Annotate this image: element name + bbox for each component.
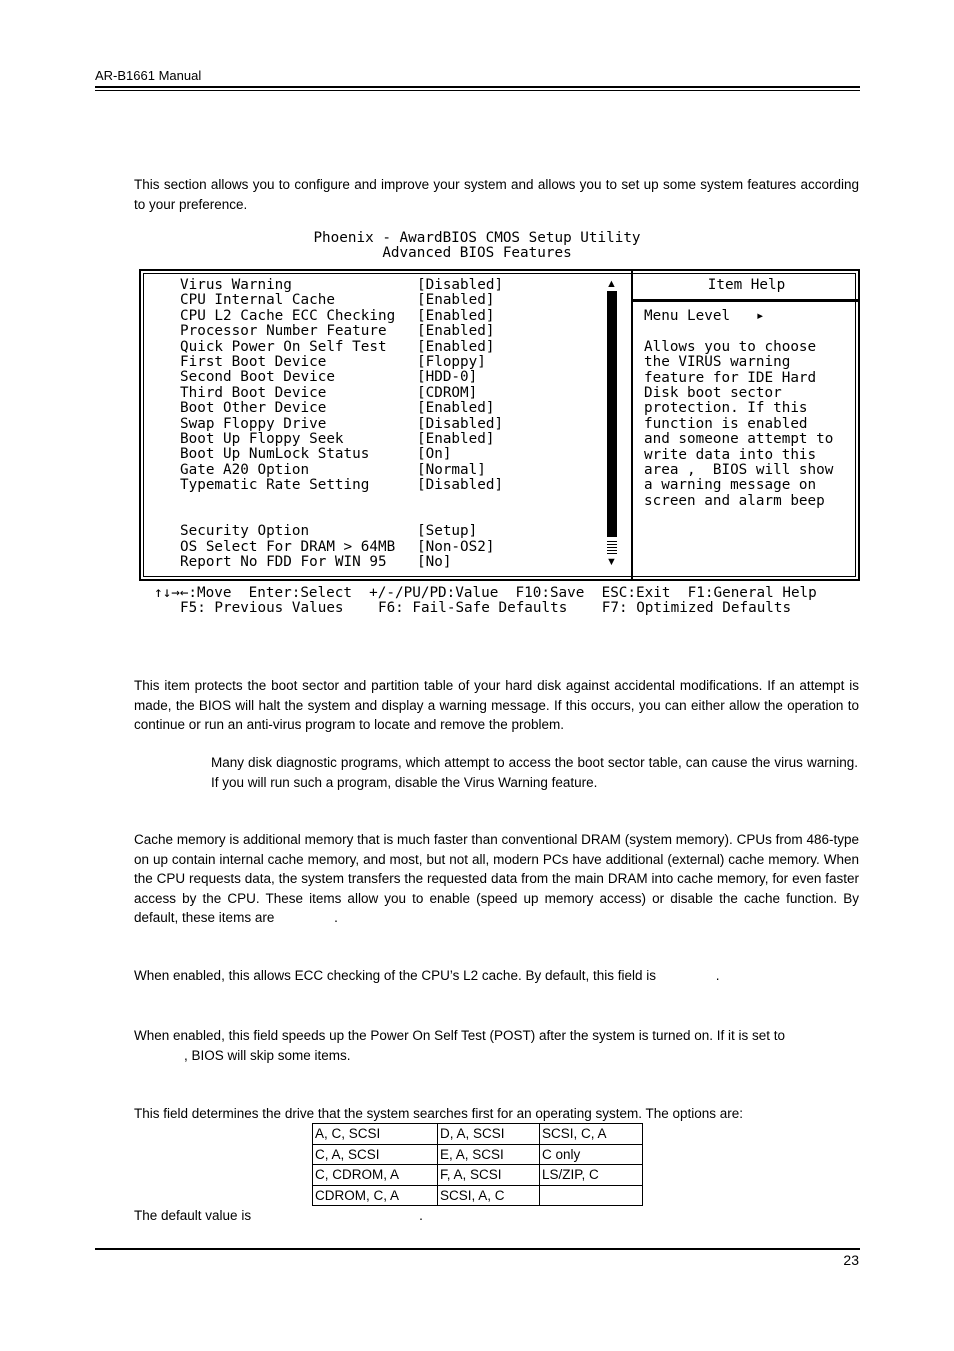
bios-item-value[interactable]: [Disabled] [417,477,504,494]
help-text-line: write data into this [644,446,817,463]
bios-panel-divider [631,269,633,581]
help-text-line: function is enabled [644,415,808,432]
bios-item-label[interactable]: First Boot Device [180,353,327,370]
scrollbar-thumb[interactable] [607,540,617,554]
boot-options-table [312,1123,643,1206]
table-cell: C, A, SCSI [313,1144,438,1165]
bios-item-label[interactable]: Boot Up Floppy Seek [180,430,344,447]
bios-item-label[interactable]: Typematic Rate Setting [180,477,370,494]
bios-item-value[interactable]: [Disabled] [417,277,504,293]
help-text-line: Menu Level ▸ [644,308,765,324]
table-cell: D, A, SCSI [438,1124,540,1145]
help-text-line: Disk boot sector [644,384,782,401]
bios-item-value[interactable]: [Enabled] [417,323,495,340]
item-help-title: Item Help [707,277,786,293]
default-value-line: The default value is . [134,1208,423,1223]
scroll-up-arrow-icon[interactable]: ▲ [606,278,617,290]
bios-item-value[interactable]: [Non-OS2] [417,538,495,555]
table-row [313,1144,643,1165]
bios-title-line1: Phoenix - AwardBIOS CMOS Setup Utility [313,230,641,246]
bios-item-value[interactable]: [CDROM] [417,384,478,401]
help-text-line: screen and alarm beep [644,492,825,509]
bios-menu-labels [180,278,395,570]
bios-item-value[interactable]: [Enabled] [417,400,495,417]
bios-item-label[interactable]: Quick Power On Self Test [180,338,387,355]
table-cell: CDROM, C, A [313,1185,438,1206]
table-cell [540,1185,643,1206]
bios-item-value[interactable]: [Floppy] [417,353,486,370]
bios-item-label[interactable]: CPU L2 Cache ECC Checking [180,307,396,324]
bios-item-value[interactable]: [Enabled] [417,307,495,324]
bios-item-value[interactable]: [HDD-0] [417,369,478,386]
table-cell: LS/ZIP, C [540,1165,643,1186]
bios-item-label[interactable]: Second Boot Device [180,369,335,386]
header-rule-thin [95,90,860,91]
document-title: AR-B1661 Manual [95,68,202,83]
help-text-line: protection. If this [644,400,808,417]
bios-item-value[interactable]: [Enabled] [417,338,495,355]
virus-warning-note: Many disk diagnostic programs, which attempt to access the boot sector table, can cause the virus warning. If you will run such a program, disable the Virus Warning feature. [211,755,858,790]
bios-key-legend-line1: ↑↓→←:Move Enter:Select +/-/PU/PD:Value F10:Save ESC:Exit F1:General Help [154,585,817,601]
bios-title [0,231,954,262]
bios-item-value[interactable]: [On] [417,446,452,463]
boot-device-paragraph: This field determines the drive that the system searches first for an operating system. The options are: [134,1106,744,1121]
quick-post-paragraph: When enabled, this field speeds up the Power On Self Test (POST) after the system is turned on. If it is set to , BIOS will skip some items. [134,1028,786,1063]
bios-item-value[interactable]: [No] [417,554,452,571]
bios-item-value[interactable]: [Normal] [417,461,486,478]
help-text-line: a warning message on [644,477,817,494]
bios-key-legend-line2: F5: Previous Values F6: Fail-Safe Defaults F7: Optimized Defaults [180,600,792,616]
help-text-line [644,324,833,339]
page-number: 23 [843,1252,859,1268]
bios-item-value[interactable]: [Disabled] [417,415,504,432]
table-cell: SCSI, A, C [438,1185,540,1206]
bios-item-label[interactable]: Gate A20 Option [180,461,310,478]
bios-item-label[interactable]: Boot Other Device [180,400,327,417]
help-text-line: Allows you to choose [644,338,817,355]
bios-item-label[interactable]: Security Option [180,523,310,540]
bios-item-value[interactable]: [Enabled] [417,292,495,309]
bios-item-label[interactable]: Processor Number Feature [180,323,387,340]
item-help-text [644,309,833,509]
bios-item-label[interactable]: OS Select For DRAM > 64MB [180,538,396,555]
help-text-line: and someone attempt to [644,431,834,448]
scrollbar[interactable] [607,291,617,537]
header-rule [95,86,860,88]
bios-item-label[interactable]: Third Boot Device [180,384,327,401]
bios-menu-values [417,278,503,570]
table-cell: F, A, SCSI [438,1165,540,1186]
help-text-line: the VIRUS warning [644,354,791,371]
table-row [313,1185,643,1206]
help-text-line: area , BIOS will show [644,461,834,478]
table-cell: C, CDROM, A [313,1165,438,1186]
bios-item-label[interactable]: Swap Floppy Drive [180,415,327,432]
bios-item-label[interactable]: Virus Warning [180,277,292,293]
table-cell: SCSI, C, A [540,1124,643,1145]
bios-item-label[interactable]: CPU Internal Cache [180,292,335,309]
bios-item-label[interactable]: Report No FDD For WIN 95 [180,554,387,571]
scroll-down-arrow-icon[interactable]: ▼ [606,556,617,568]
cache-paragraph: Cache memory is additional memory that is much faster than conventional DRAM (system memory). CPUs from 486-type on up contain internal cache memory, and most, but not all, modern PCs have additional (external) cache memory. When the CPU requests data, the system transfers the requested data from the main DRAM into cache memory, for even faster access by the CPU. These items allow you to enable (speed up memory access) or disable the cache function. By default, these items are . [134,832,859,925]
ecc-paragraph: When enabled, this allows ECC checking of the CPU’s L2 cache. By default, this field is . [134,968,720,983]
table-cell: E, A, SCSI [438,1144,540,1165]
table-cell: C only [540,1144,643,1165]
virus-warning-paragraph: This item protects the boot sector and partition table of your hard disk against accidental modifications. If an attempt is made, the BIOS will halt the system and display a warning message. If this occurs, you can either allow the operation to continue or run an anti-virus program to locate and remove the problem. [134,678,859,732]
bios-item-value[interactable]: [Setup] [417,523,478,540]
bios-title-line2: Advanced BIOS Features [382,245,572,262]
bios-item-value[interactable]: [Enabled] [417,430,495,447]
table-row [313,1165,643,1186]
help-text-line: feature for IDE Hard [644,369,817,386]
table-row [313,1124,643,1145]
table-cell: A, C, SCSI [313,1124,438,1145]
intro-paragraph: This section allows you to configure and improve your system and allows you to set up some system features according to your preference. [134,177,859,212]
footer-rule [95,1248,860,1250]
bios-item-label[interactable]: Boot Up NumLock Status [180,446,370,463]
